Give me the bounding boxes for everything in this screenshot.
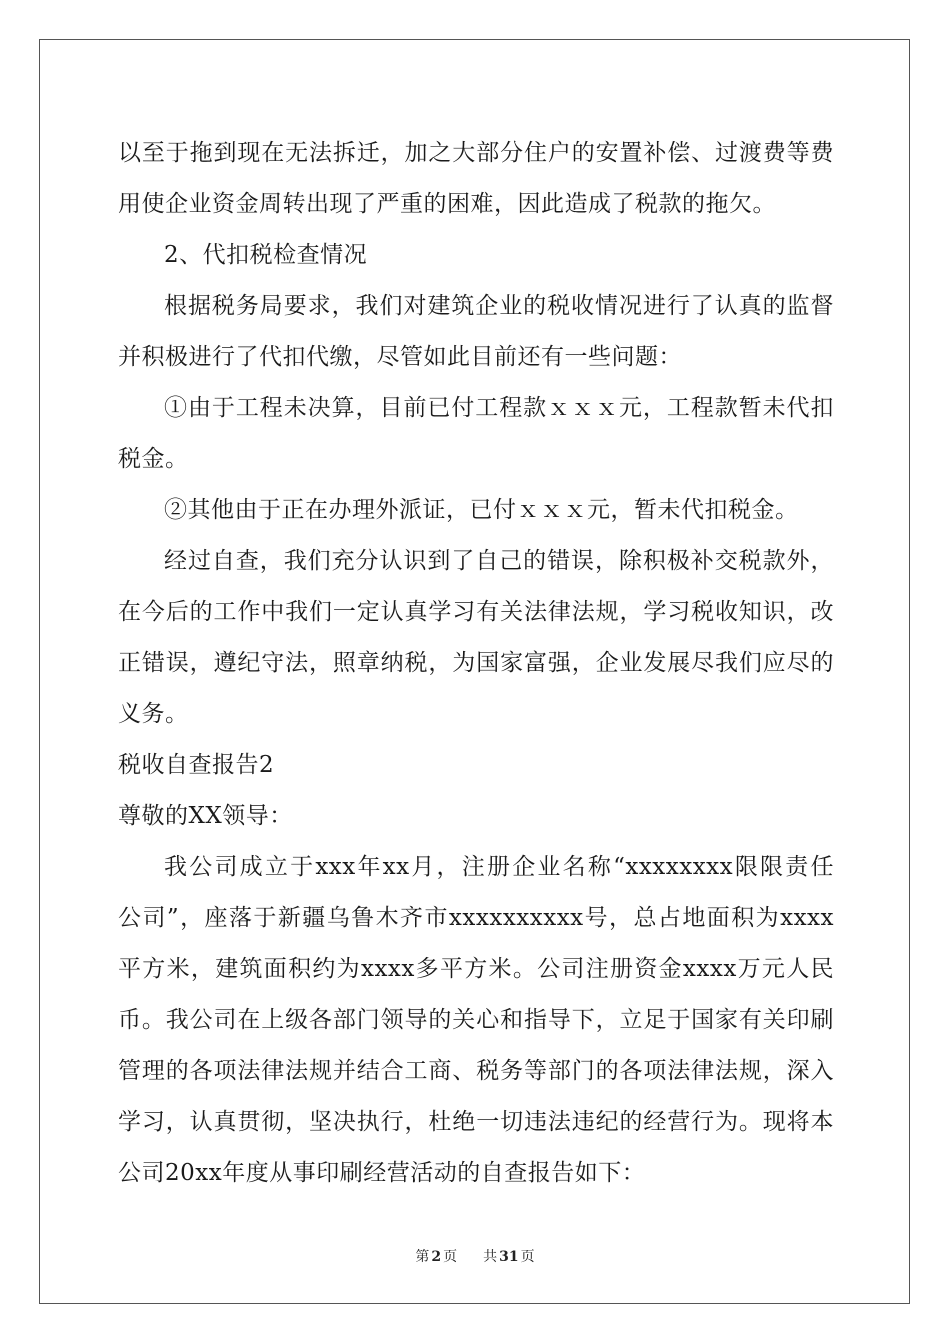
document-title: 税收自查报告2 — [118, 752, 275, 778]
paragraph-line: 义务。 — [118, 701, 189, 727]
page-number: 第 2 页 — [415, 1249, 458, 1265]
paragraph-line: 用使企业资金周转出现了严重的困难，因此造成了税款的拖欠。 — [118, 191, 776, 217]
paragraph-line: 公司20xx年度从事印刷经营活动的自查报告如下： — [118, 1160, 646, 1186]
page-footer — [0, 1246, 950, 1266]
paragraph-line: 公司”，座落于新疆乌鲁木齐市xxxxxxxxxx号，总占地面积为xxxx — [118, 905, 834, 931]
paragraph-line: 经过自查，我们充分认识到了自己的错误，除积极补交税款外， — [164, 548, 834, 574]
paragraph-line: 以至于拖到现在无法拆迁，加之大部分住户的安置补偿、过渡费等费 — [118, 140, 834, 166]
paragraph-line: 正错误，遵纪守法，照章纳税，为国家富强，企业发展尽我们应尽的 — [118, 650, 834, 676]
paragraph-line: 并积极进行了代扣代缴，尽管如此目前还有一些问题： — [118, 344, 682, 370]
page-total: 共 31 页 — [483, 1249, 535, 1265]
paragraph-line: 我公司成立于xxx年xx月，注册企业名称“xxxxxxxx限限责任 — [164, 854, 834, 880]
paragraph-line: ①由于工程未决算，目前已付工程款ｘｘｘ元，工程款暂未代扣 — [164, 395, 834, 421]
paragraph-line: 根据税务局要求，我们对建筑企业的税收情况进行了认真的监督 — [164, 293, 834, 319]
paragraph-line: 币。我公司在上级各部门领导的关心和指导下，立足于国家有关印刷 — [118, 1007, 834, 1033]
paragraph-line: ②其他由于正在办理外派证，已付ｘｘｘ元，暂未代扣税金。 — [164, 497, 799, 523]
section-heading: 2、代扣税检查情况 — [164, 242, 368, 268]
paragraph-line: 税金。 — [118, 446, 189, 472]
paragraph-line: 平方米，建筑面积约为xxxx多平方米。公司注册资金xxxx万元人民 — [118, 956, 834, 982]
salutation: 尊敬的XX领导： — [118, 803, 293, 829]
paragraph-line: 管理的各项法律法规并结合工商、税务等部门的各项法律法规，深入 — [118, 1058, 834, 1084]
paragraph-line: 学习，认真贯彻，坚决执行，杜绝一切违法违纪的经营行为。现将本 — [118, 1109, 834, 1135]
paragraph-line: 在今后的工作中我们一定认真学习有关法律法规，学习税收知识，改 — [118, 599, 834, 625]
document-body — [118, 128, 834, 1199]
